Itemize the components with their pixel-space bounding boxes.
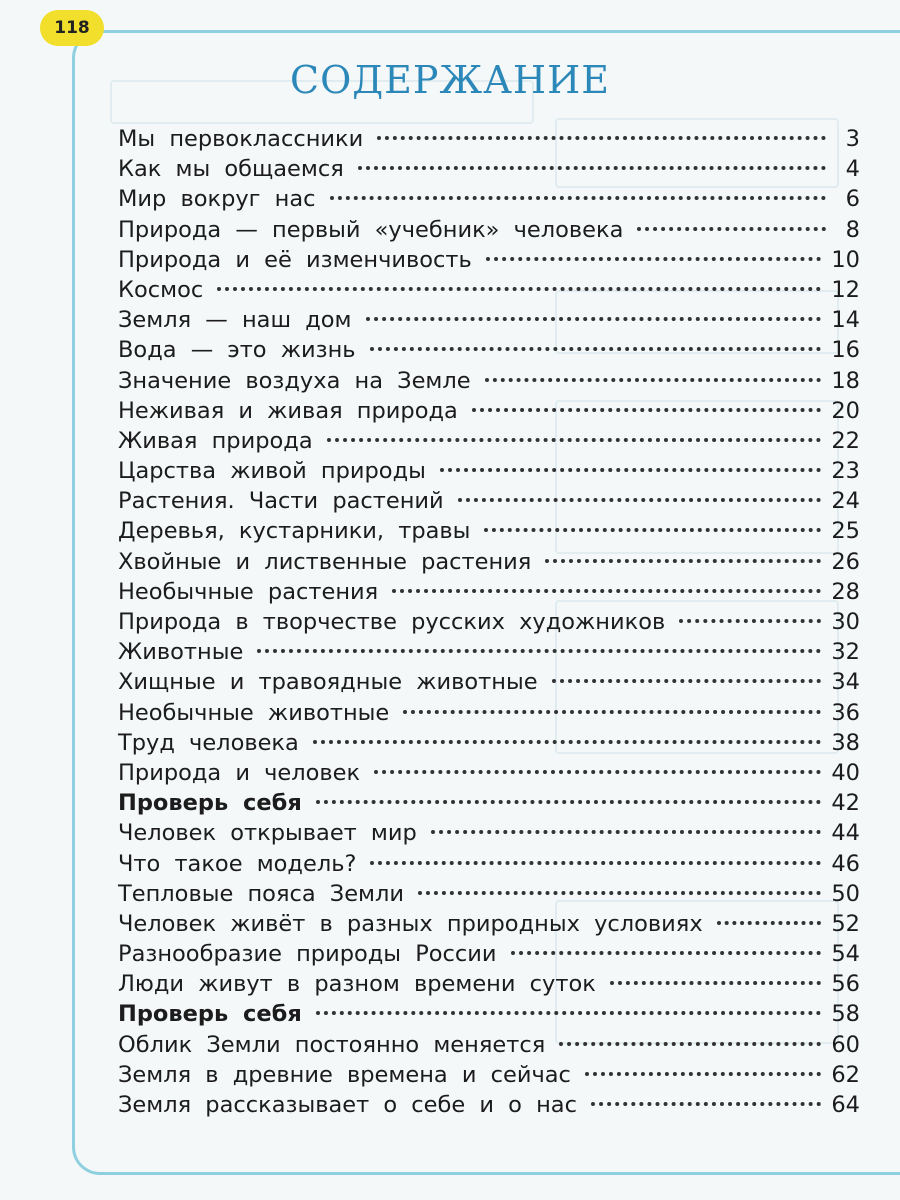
toc-entry-title: Хвойные и лиственные растения bbox=[118, 548, 532, 575]
table-of-contents bbox=[118, 124, 860, 1120]
toc-entry[interactable] bbox=[118, 1060, 860, 1090]
dot-leader bbox=[431, 830, 822, 834]
dot-leader bbox=[458, 498, 822, 502]
toc-entry[interactable] bbox=[118, 939, 860, 969]
toc-entry-page: 56 bbox=[831, 971, 860, 998]
toc-entry-page: 26 bbox=[831, 548, 860, 575]
toc-entry-title: Человек открывает мир bbox=[118, 820, 417, 847]
toc-entry-page: 24 bbox=[831, 488, 860, 515]
toc-entry[interactable] bbox=[118, 335, 860, 365]
dot-leader bbox=[486, 257, 822, 261]
toc-entry[interactable] bbox=[118, 396, 860, 426]
toc-entry-page: 62 bbox=[831, 1061, 860, 1088]
dot-leader bbox=[717, 921, 822, 925]
toc-entry-title: Царства живой природы bbox=[118, 458, 426, 485]
dot-leader bbox=[511, 951, 822, 955]
toc-entry-page: 16 bbox=[831, 337, 860, 364]
toc-entry-page: 3 bbox=[845, 126, 860, 152]
toc-entry[interactable] bbox=[118, 486, 860, 516]
toc-entry-title: Необычные животные bbox=[118, 699, 390, 726]
toc-entry-page: 4 bbox=[845, 156, 860, 183]
toc-entry[interactable] bbox=[118, 728, 860, 758]
toc-entry-title: Растения. Части растений bbox=[118, 488, 444, 515]
toc-entry[interactable] bbox=[118, 215, 860, 245]
toc-entry[interactable] bbox=[118, 245, 860, 275]
toc-entry-title: Земля — наш дом bbox=[118, 307, 352, 334]
toc-entry-page: 58 bbox=[831, 1001, 860, 1028]
dot-leader bbox=[552, 679, 822, 683]
toc-entry-title: Люди живут в разном времени суток bbox=[118, 971, 596, 998]
dot-leader bbox=[257, 649, 821, 653]
dot-leader bbox=[559, 1042, 821, 1046]
dot-leader bbox=[217, 287, 821, 291]
dot-leader bbox=[370, 861, 821, 865]
toc-entry-page: 36 bbox=[831, 699, 860, 726]
toc-entry-page: 12 bbox=[831, 276, 860, 303]
toc-entry[interactable] bbox=[118, 879, 860, 909]
toc-entry-title: Неживая и живая природа bbox=[118, 397, 458, 424]
toc-entry[interactable] bbox=[118, 637, 860, 667]
toc-entry-title: Вода — это жизнь bbox=[118, 337, 356, 364]
dot-leader bbox=[403, 710, 821, 714]
dot-leader bbox=[358, 166, 826, 170]
dot-leader bbox=[377, 136, 826, 140]
dot-leader bbox=[440, 468, 821, 472]
toc-entry-title: Необычные растения bbox=[118, 578, 379, 605]
toc-entry[interactable] bbox=[118, 366, 860, 396]
toc-entry-page: 40 bbox=[831, 759, 860, 786]
dot-leader bbox=[366, 317, 822, 321]
toc-entry-page: 8 bbox=[845, 216, 860, 243]
dot-leader bbox=[610, 981, 822, 985]
toc-entry-page: 50 bbox=[831, 880, 860, 907]
dot-leader bbox=[485, 378, 822, 382]
toc-entry[interactable] bbox=[118, 758, 860, 788]
dot-leader bbox=[679, 619, 821, 623]
toc-entry-page: 23 bbox=[831, 458, 860, 485]
dot-leader bbox=[637, 227, 826, 231]
toc-entry[interactable] bbox=[118, 275, 860, 305]
toc-entry-title: Мир вокруг нас bbox=[118, 186, 316, 213]
toc-entry-page: 28 bbox=[831, 578, 860, 605]
dot-leader bbox=[472, 408, 822, 412]
toc-entry-title: Значение воздуха на Земле bbox=[118, 367, 471, 394]
toc-entry-page: 20 bbox=[831, 397, 860, 424]
toc-entry-page: 46 bbox=[831, 850, 860, 877]
toc-entry-page: 30 bbox=[831, 609, 860, 635]
toc-entry-title: Мы первоклассники bbox=[118, 126, 364, 152]
toc-entry-title: Проверь себя bbox=[118, 1001, 302, 1028]
toc-entry[interactable] bbox=[118, 909, 860, 939]
dot-leader bbox=[330, 196, 826, 200]
toc-entry-page: 54 bbox=[831, 941, 860, 968]
toc-entry-title: Труд человека bbox=[118, 729, 299, 756]
toc-entry[interactable] bbox=[118, 426, 860, 456]
toc-entry-page: 25 bbox=[831, 518, 860, 545]
toc-entry-title: Природа и её изменчивость bbox=[118, 246, 472, 273]
toc-entry[interactable] bbox=[118, 516, 860, 546]
toc-entry-title: Деревья, кустарники, травы bbox=[118, 518, 471, 545]
toc-entry-title: Живая природа bbox=[118, 427, 313, 454]
dot-leader bbox=[545, 559, 821, 563]
toc-entry-page: 14 bbox=[831, 307, 860, 334]
dot-leader bbox=[327, 438, 822, 442]
toc-entry-title: Земля в древние времена и сейчас bbox=[118, 1061, 571, 1088]
dot-leader bbox=[484, 528, 821, 532]
toc-entry[interactable] bbox=[118, 1030, 860, 1060]
dot-leader bbox=[418, 891, 821, 895]
toc-entry-page: 22 bbox=[831, 427, 860, 454]
toc-entry-page: 42 bbox=[831, 790, 860, 817]
dot-leader bbox=[591, 1102, 821, 1106]
toc-entry[interactable] bbox=[118, 818, 860, 848]
dot-leader bbox=[370, 347, 822, 351]
toc-entry-title: Природа — первый «учебник» человека bbox=[118, 216, 624, 243]
toc-entry-page: 32 bbox=[831, 639, 860, 666]
toc-entry-title: Человек живёт в разных природных условиях bbox=[118, 910, 703, 937]
toc-entry[interactable] bbox=[118, 999, 860, 1029]
dot-leader bbox=[374, 770, 821, 774]
dot-leader bbox=[313, 740, 822, 744]
toc-entry-title: Облик Земли постоянно меняется bbox=[118, 1031, 546, 1058]
toc-entry-title: Животные bbox=[118, 639, 244, 666]
toc-entry-page: 6 bbox=[845, 186, 860, 213]
toc-entry-title: Хищные и травоядные животные bbox=[118, 669, 538, 696]
toc-entry[interactable] bbox=[118, 184, 860, 214]
toc-entry-title: Проверь себя bbox=[118, 790, 302, 817]
dot-leader bbox=[316, 800, 822, 804]
toc-entry-title: Природа и человек bbox=[118, 759, 361, 786]
toc-entry-page: 38 bbox=[831, 729, 860, 756]
toc-entry-title: Разнообразие природы России bbox=[118, 941, 497, 968]
toc-entry-title: Тепловые пояса Земли bbox=[118, 880, 405, 907]
toc-entry[interactable] bbox=[118, 788, 860, 818]
toc-entry-page: 18 bbox=[831, 367, 860, 394]
toc-entry[interactable] bbox=[118, 849, 860, 879]
toc-entry-title: Космос bbox=[118, 276, 204, 303]
toc-entry[interactable] bbox=[118, 667, 860, 697]
toc-entry[interactable] bbox=[118, 577, 860, 607]
toc-entry-title: Что такое модель? bbox=[118, 850, 357, 877]
toc-entry-page: 64 bbox=[831, 1092, 860, 1118]
page-number-badge: 118 bbox=[40, 10, 104, 46]
toc-entry[interactable] bbox=[118, 154, 860, 184]
toc-entry-page: 44 bbox=[831, 820, 860, 847]
dot-leader bbox=[585, 1072, 821, 1076]
toc-entry[interactable] bbox=[118, 607, 860, 637]
dot-leader bbox=[392, 589, 821, 593]
toc-entry-page: 60 bbox=[831, 1031, 860, 1058]
toc-entry-title: Как мы общаемся bbox=[118, 156, 344, 183]
toc-entry[interactable] bbox=[118, 698, 860, 728]
dot-leader bbox=[316, 1011, 822, 1015]
toc-entry[interactable] bbox=[118, 1090, 860, 1120]
toc-entry[interactable] bbox=[118, 124, 860, 154]
toc-entry[interactable] bbox=[118, 969, 860, 999]
toc-entry-title: Природа в творчестве русских художников bbox=[118, 609, 666, 635]
toc-entry-page: 10 bbox=[831, 246, 860, 273]
toc-entry-page: 52 bbox=[831, 910, 860, 937]
toc-entry[interactable] bbox=[118, 547, 860, 577]
toc-entry-page: 34 bbox=[831, 669, 860, 696]
toc-entry[interactable] bbox=[118, 305, 860, 335]
toc-entry[interactable] bbox=[118, 456, 860, 486]
toc-entry-title: Земля рассказывает о себе и о нас bbox=[118, 1092, 577, 1118]
page-title: СОДЕРЖАНИЕ bbox=[290, 58, 610, 102]
